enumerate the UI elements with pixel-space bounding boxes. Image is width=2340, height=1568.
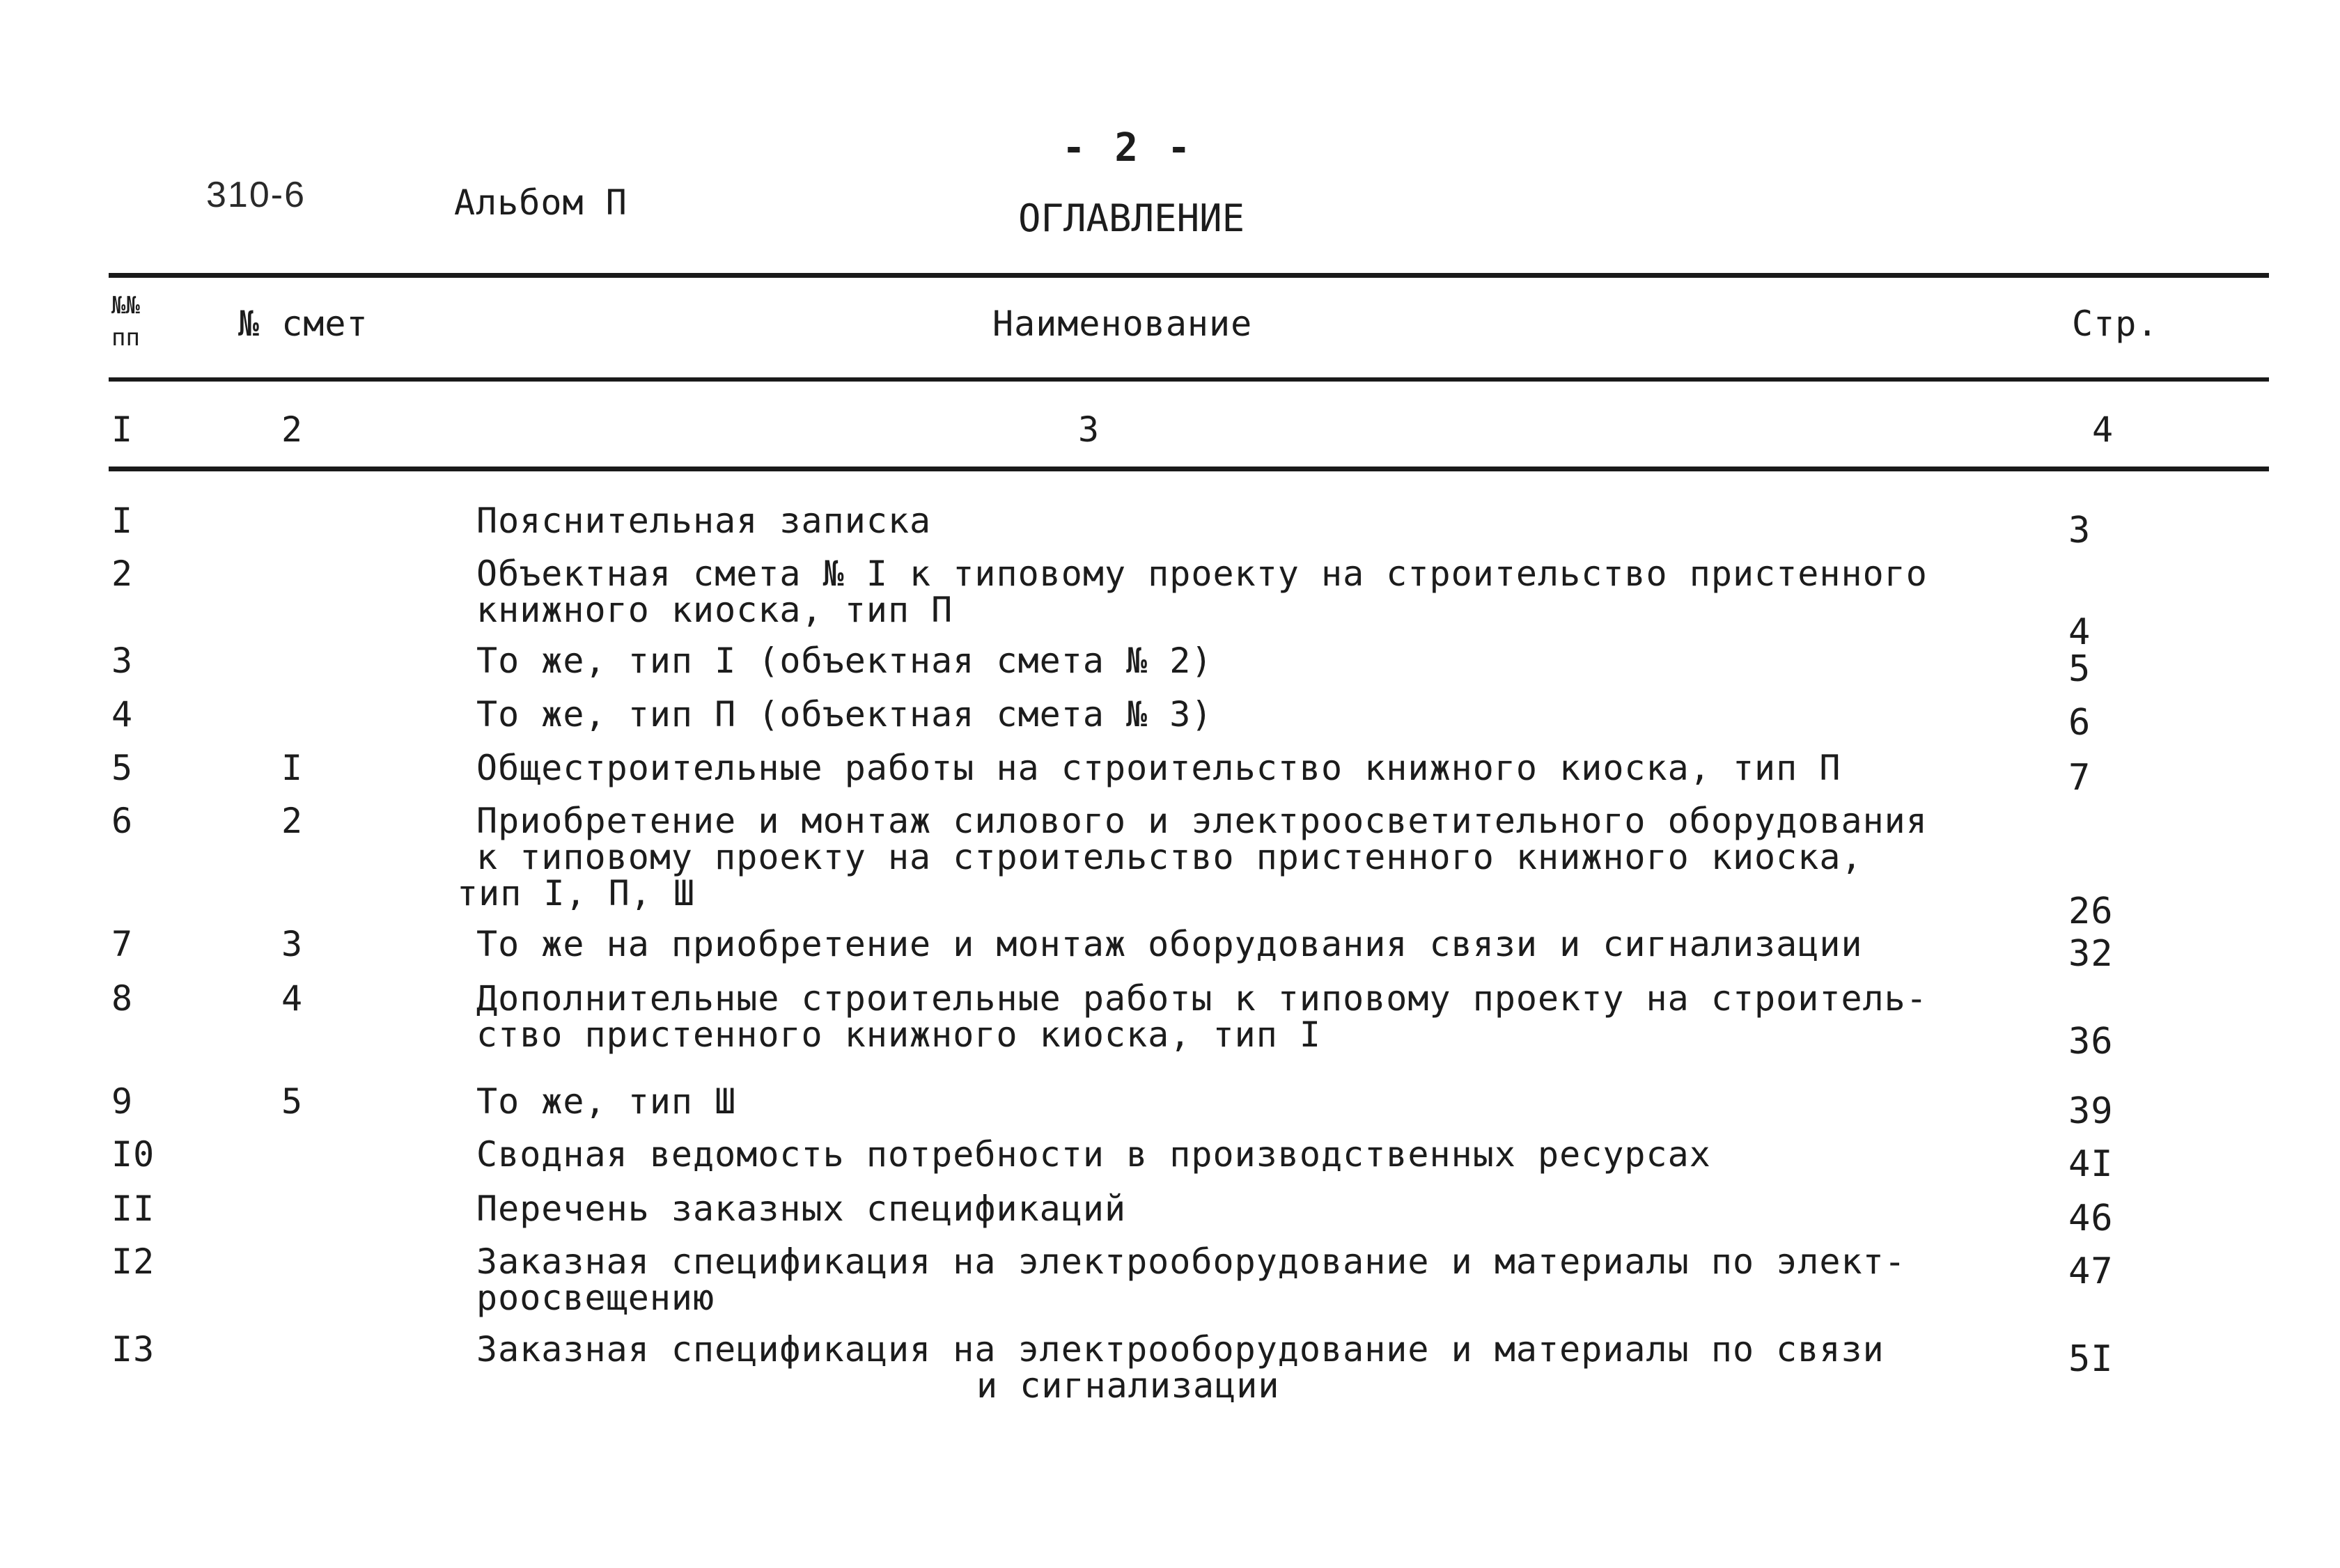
row-smeta-number: 2 — [281, 801, 304, 841]
row-page: 46 — [2068, 1198, 2114, 1239]
header-name: Наименование — [992, 304, 1253, 344]
row-page: 4 — [2068, 611, 2091, 653]
row-name — [476, 1241, 1906, 1318]
header-pp: №№ пп — [111, 292, 140, 352]
row-name-line: ство пристенного книжного киоска, тип I — [476, 1014, 1321, 1055]
row-name — [476, 643, 1213, 679]
row-number: I3 — [111, 1329, 155, 1370]
row-name-line: к типовому проекту на строительство пристенного книжного киоска, — [476, 837, 1863, 877]
row-smeta-number: 3 — [281, 924, 304, 964]
row-page: 7 — [2068, 757, 2091, 799]
row-page: 3 — [2068, 510, 2091, 551]
row-number: II — [111, 1189, 155, 1229]
row-name-line: То же, тип Ш — [476, 1081, 737, 1122]
row-page: 39 — [2068, 1090, 2114, 1132]
row-page: 47 — [2068, 1251, 2114, 1292]
colnum-4: 4 — [2092, 409, 2114, 450]
row-name — [476, 556, 1928, 628]
row-number: I0 — [111, 1134, 155, 1175]
row-name — [476, 980, 1928, 1053]
row-name — [476, 1136, 1711, 1173]
row-name — [457, 801, 1928, 914]
colnum-3: 3 — [1078, 409, 1100, 450]
row-number: I2 — [111, 1241, 155, 1282]
row-number: 7 — [111, 924, 134, 964]
row-name-line: То же, тип I (объектная смета № 2) — [476, 641, 1213, 681]
row-name-line: Перечень заказных спецификаций — [476, 1189, 1127, 1229]
row-name-line: То же, тип П (объектная смета № 3) — [476, 694, 1213, 735]
row-name-line: тип I, П, Ш — [457, 873, 696, 914]
colnum-1: I — [111, 409, 134, 450]
row-number: 6 — [111, 801, 134, 841]
row-name — [476, 1331, 1885, 1404]
row-name — [476, 503, 931, 539]
row-page: 4I — [2068, 1143, 2114, 1185]
row-name-line: Сводная ведомость потребности в производственных ресурсах — [476, 1134, 1711, 1175]
row-smeta-number: I — [281, 748, 304, 788]
row-name-line: Заказная спецификация на электрооборудование и материалы по элект- — [476, 1241, 1906, 1282]
row-name — [476, 694, 1213, 735]
row-page: 6 — [2068, 702, 2091, 744]
row-page: 26 — [2068, 891, 2114, 932]
row-name-line: Пояснительная записка — [476, 501, 932, 541]
row-name-line: Дополнительные строительные работы к типовому проекту на строитель- — [476, 978, 1928, 1019]
page-title: ОГЛАВЛЕНИЕ — [1018, 196, 1245, 240]
table-top-rule — [109, 273, 2269, 278]
row-page: 5I — [2068, 1338, 2114, 1380]
row-number: 4 — [111, 694, 134, 735]
row-name-line: Заказная спецификация на электрооборудование и материалы по связи — [476, 1329, 1885, 1370]
row-smeta-number: 5 — [281, 1081, 304, 1122]
header-bottom-rule — [109, 377, 2269, 382]
row-number: 9 — [111, 1081, 134, 1122]
row-name-line: Приобретение и монтаж силового и электроосветительного оборудования — [476, 801, 1928, 841]
row-number: I — [111, 501, 134, 541]
header-page: Стр. — [2072, 304, 2159, 344]
page-number: - 2 - — [1062, 125, 1194, 171]
row-name — [476, 750, 1841, 786]
row-name-line: То же на приобретение и монтаж оборудования связи и сигнализации — [476, 924, 1863, 964]
row-name — [476, 1191, 1126, 1227]
row-name — [476, 1083, 736, 1120]
row-page: 36 — [2068, 1021, 2114, 1063]
header-smeta: № смет — [238, 304, 368, 344]
column-numbers-rule — [109, 467, 2269, 471]
row-name-line: Объектная смета № I к типовому проекту на строительство пристенного — [476, 554, 1928, 594]
row-number: 3 — [111, 641, 134, 681]
colnum-2: 2 — [281, 409, 304, 450]
row-name-line: и сигнализации — [976, 1365, 1280, 1406]
row-number: 5 — [111, 748, 134, 788]
row-page: 32 — [2068, 933, 2114, 975]
album-label: Альбом П — [454, 182, 627, 223]
row-name — [476, 926, 1863, 962]
row-name-line: роосвещению — [476, 1278, 715, 1318]
row-number: 2 — [111, 554, 134, 594]
row-page: 5 — [2068, 648, 2091, 690]
document-code: 310-6 — [206, 175, 306, 215]
row-name-line: книжного киоска, тип П — [476, 590, 953, 630]
row-number: 8 — [111, 978, 134, 1019]
row-name-line: Общестроительные работы на строительство книжного киоска, тип П — [476, 748, 1841, 788]
row-smeta-number: 4 — [281, 978, 304, 1019]
